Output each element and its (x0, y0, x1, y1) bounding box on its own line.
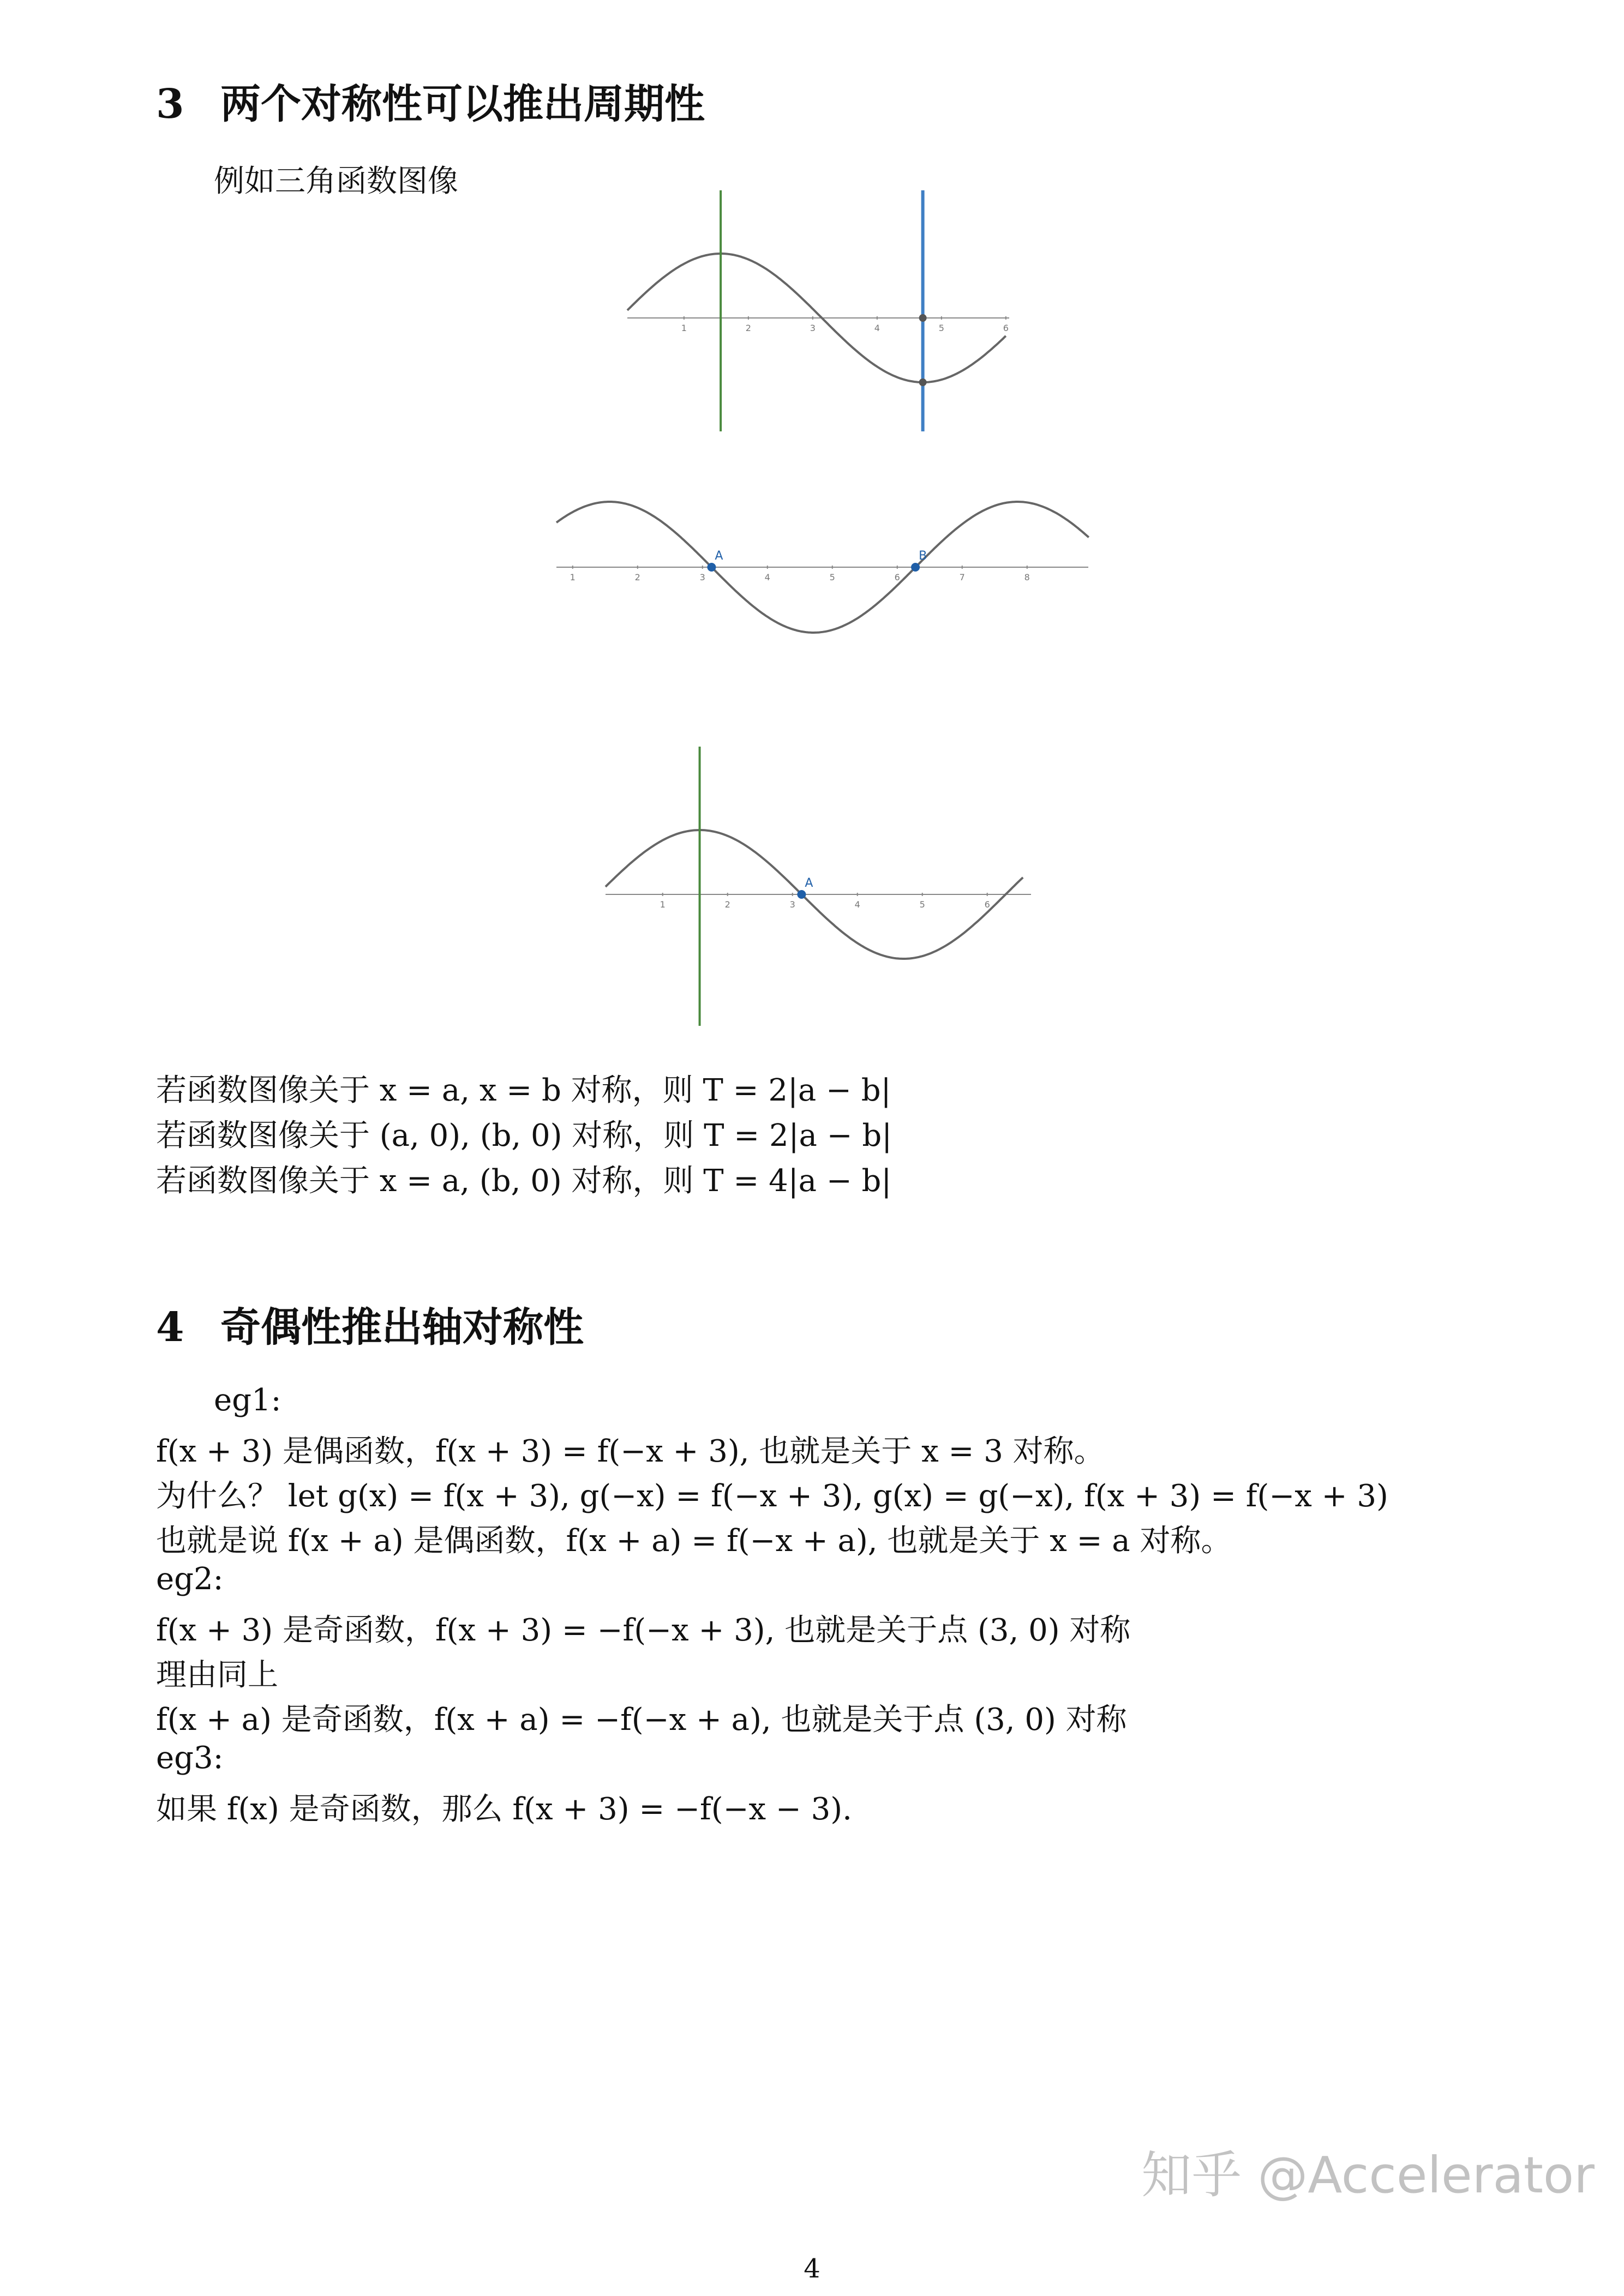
section-4-line-8: f(x + a) 是奇函数，f(x + a) = −f(−x + a), 也就是关于点 (3, 0) 对称 (156, 1702, 1127, 1738)
fig2-tick-label-3: 3 (699, 572, 705, 582)
section-3-rule-1: 若函数图像关于 x = a, x = b 对称，则 T = 2|a − b| (156, 1073, 891, 1108)
section-4-line-3: 为什么？ let g(x) = f(x + 3), g(−x) = f(−x + 3), g(x) = g(−x), f(x + 3) = f(−x + 3) (156, 1478, 1388, 1514)
fig2-point-a-label: A (715, 549, 723, 563)
section-3-title: 两个对称性可以推出周期性 (220, 81, 705, 128)
fig1-axis-intersection-point (919, 314, 927, 322)
fig2-point-b (911, 563, 920, 572)
section-3-rule-2: 若函数图像关于 (a, 0), (b, 0) 对称，则 T = 2|a − b| (156, 1118, 892, 1153)
watermark: 知乎 @Accelerator (1141, 2146, 1595, 2204)
section-4-line-7: 理由同上 (156, 1657, 278, 1693)
fig2-tick-label-7: 7 (959, 572, 965, 582)
fig1-tick-label-2: 2 (745, 323, 751, 333)
fig2-tick-label-5: 5 (829, 572, 835, 582)
figure-3-sine-axis-and-point (600, 744, 1036, 1028)
fig1-curve-min-point (919, 378, 927, 386)
fig3-point-a-label: A (805, 876, 813, 890)
section-4-line-eg3: eg3: (156, 1740, 224, 1776)
section-3-intro: 例如三角函数图像 (214, 164, 458, 199)
fig1-tick-label-3: 3 (810, 323, 816, 333)
section-3-heading (156, 72, 705, 130)
fig3-tick-label-6: 6 (984, 899, 990, 910)
figure-2-sine-two-points (551, 483, 1091, 649)
fig3-tick-label-2: 2 (724, 899, 730, 910)
fig3-tick-label-1: 1 (660, 899, 666, 910)
fig2-tick-label-8: 8 (1024, 572, 1030, 582)
page-number: 4 (804, 2253, 820, 2284)
section-3-number: 3 (156, 81, 184, 128)
fig2-tick-label-4: 4 (764, 572, 770, 582)
fig3-tick-label-3: 3 (789, 899, 795, 910)
fig1-tick-label-4: 4 (874, 323, 880, 333)
section-4-number: 4 (156, 1304, 184, 1351)
fig1-tick-label-1: 1 (681, 323, 687, 333)
section-4-line-eg1: eg1: (214, 1383, 281, 1418)
fig2-tick-label-6: 6 (894, 572, 900, 582)
fig3-tick-label-4: 4 (854, 899, 860, 910)
section-4-line-6: f(x + 3) 是奇函数，f(x + 3) = −f(−x + 3), 也就是关于点 (3, 0) 对称 (156, 1613, 1131, 1648)
fig2-point-a (707, 563, 716, 572)
fig3-tick-label-5: 5 (919, 899, 925, 910)
figure-1-sine-with-axis-lines (622, 188, 1026, 434)
section-4-line-2: f(x + 3) 是偶函数，f(x + 3) = f(−x + 3), 也就是关于 x = 3 对称。 (156, 1434, 1105, 1469)
fig1-tick-label-5: 5 (938, 323, 944, 333)
fig3-point-a (797, 890, 806, 899)
fig1-tick-label-6: 6 (1003, 323, 1009, 333)
fig2-tick-label-2: 2 (634, 572, 640, 582)
section-4-line-10: 如果 f(x) 是奇函数，那么 f(x + 3) = −f(−x − 3). (156, 1792, 852, 1827)
fig2-tick-label-1: 1 (570, 572, 576, 582)
section-4-title: 奇偶性推出轴对称性 (220, 1304, 584, 1351)
section-3-rule-3: 若函数图像关于 x = a, (b, 0) 对称，则 T = 4|a − b| (156, 1163, 892, 1199)
section-4-line-4: 也就是说 f(x + a) 是偶函数，f(x + a) = f(−x + a), 也就是关于 x = a 对称。 (156, 1523, 1232, 1559)
fig2-point-b-label: B (919, 549, 927, 563)
section-4-line-eg2: eg2: (156, 1561, 224, 1597)
section-4-heading (156, 1295, 584, 1353)
